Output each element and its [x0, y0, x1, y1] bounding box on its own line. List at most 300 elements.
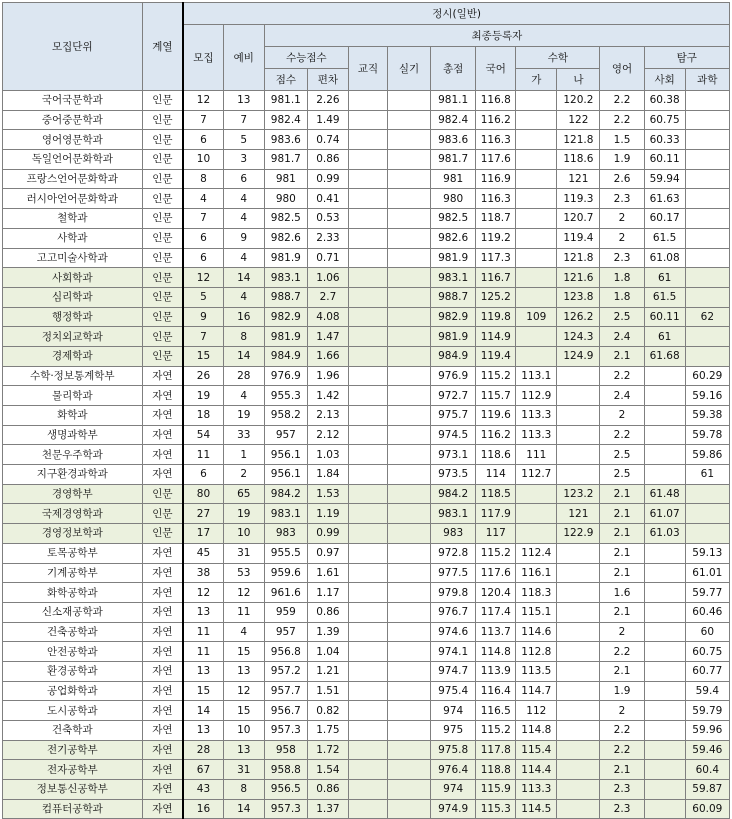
teaching-cell [348, 622, 387, 642]
practical-cell [387, 701, 430, 721]
math-na-cell: 121 [557, 169, 600, 189]
english-cell: 2 [600, 622, 644, 642]
std-dev-cell: 1.17 [307, 583, 348, 603]
social-cell [644, 602, 685, 622]
social-cell [644, 563, 685, 583]
track-cell: 자연 [142, 642, 183, 662]
practical-cell [387, 681, 430, 701]
social-cell: 61.5 [644, 228, 685, 248]
total-cell: 975.4 [431, 681, 476, 701]
practical-cell [387, 504, 430, 524]
score-cell: 981.9 [264, 248, 307, 268]
science-cell: 59.16 [685, 386, 729, 406]
std-dev-cell: 1.39 [307, 622, 348, 642]
waitlist-cell: 8 [223, 327, 264, 347]
unit-cell: 신소재공학과 [3, 602, 143, 622]
teaching-cell [348, 425, 387, 445]
header-csat-score: 수능점수 [264, 47, 348, 69]
math-na-cell: 120.7 [557, 209, 600, 229]
social-cell [644, 681, 685, 701]
score-cell: 982.4 [264, 110, 307, 130]
waitlist-cell: 7 [223, 110, 264, 130]
english-cell: 2.6 [600, 169, 644, 189]
teaching-cell [348, 91, 387, 111]
practical-cell [387, 228, 430, 248]
social-cell: 61.08 [644, 248, 685, 268]
unit-cell: 안전공학과 [3, 642, 143, 662]
waitlist-cell: 2 [223, 465, 264, 485]
math-ga-cell [516, 189, 557, 209]
header-title: 정시(일반) [183, 3, 729, 25]
waitlist-cell: 14 [223, 346, 264, 366]
korean-cell: 119.6 [476, 406, 516, 426]
waitlist-cell: 8 [223, 780, 264, 800]
math-na-cell: 124.9 [557, 346, 600, 366]
total-cell: 977.5 [431, 563, 476, 583]
math-na-cell: 123.2 [557, 484, 600, 504]
header-total: 총점 [431, 47, 476, 91]
table-row [3, 524, 730, 544]
science-cell [685, 346, 729, 366]
track-cell: 자연 [142, 563, 183, 583]
social-cell: 61 [644, 268, 685, 288]
korean-cell: 114 [476, 465, 516, 485]
score-cell: 983.1 [264, 504, 307, 524]
english-cell: 2.3 [600, 799, 644, 819]
english-cell: 2.3 [600, 248, 644, 268]
science-cell: 59.87 [685, 780, 729, 800]
score-cell: 957.3 [264, 721, 307, 741]
english-cell: 1.8 [600, 268, 644, 288]
std-dev-cell: 1.06 [307, 268, 348, 288]
math-na-cell: 119.4 [557, 228, 600, 248]
header-recruit: 모집 [183, 25, 223, 91]
korean-cell: 117.8 [476, 740, 516, 760]
math-na-cell: 119.3 [557, 189, 600, 209]
korean-cell: 114.8 [476, 642, 516, 662]
total-cell: 973.5 [431, 465, 476, 485]
unit-cell: 국제경영학과 [3, 504, 143, 524]
social-cell: 61 [644, 327, 685, 347]
korean-cell: 115.2 [476, 721, 516, 741]
unit-cell: 심리학과 [3, 287, 143, 307]
table-row [3, 445, 730, 465]
track-cell: 자연 [142, 661, 183, 681]
social-cell: 60.11 [644, 307, 685, 327]
english-cell: 2.1 [600, 346, 644, 366]
header-social: 사회 [644, 69, 685, 91]
track-cell: 자연 [142, 740, 183, 760]
science-cell [685, 268, 729, 288]
unit-cell: 화학공학과 [3, 583, 143, 603]
korean-cell: 118.5 [476, 484, 516, 504]
korean-cell: 118.7 [476, 209, 516, 229]
total-cell: 973.1 [431, 445, 476, 465]
science-cell [685, 287, 729, 307]
teaching-cell [348, 130, 387, 150]
recruit-cell: 14 [183, 701, 223, 721]
track-cell: 인문 [142, 504, 183, 524]
korean-cell: 116.2 [476, 110, 516, 130]
science-cell: 60.77 [685, 661, 729, 681]
teaching-cell [348, 366, 387, 386]
math-ga-cell: 112.4 [516, 543, 557, 563]
social-cell [644, 583, 685, 603]
table-row [3, 504, 730, 524]
unit-cell: 경제학과 [3, 346, 143, 366]
social-cell [644, 366, 685, 386]
std-dev-cell: 0.86 [307, 780, 348, 800]
science-cell: 59.86 [685, 445, 729, 465]
std-dev-cell: 1.96 [307, 366, 348, 386]
korean-cell: 117.3 [476, 248, 516, 268]
score-cell: 981.1 [264, 91, 307, 111]
math-na-cell: 122.9 [557, 524, 600, 544]
english-cell: 2.1 [600, 543, 644, 563]
total-cell: 983.1 [431, 504, 476, 524]
score-cell: 983.1 [264, 268, 307, 288]
math-ga-cell [516, 150, 557, 170]
track-cell: 자연 [142, 799, 183, 819]
total-cell: 983.6 [431, 130, 476, 150]
math-na-cell [557, 406, 600, 426]
track-cell: 인문 [142, 287, 183, 307]
table-row [3, 760, 730, 780]
science-cell: 59.96 [685, 721, 729, 741]
table-row [3, 386, 730, 406]
score-cell: 961.6 [264, 583, 307, 603]
english-cell: 2.1 [600, 484, 644, 504]
practical-cell [387, 406, 430, 426]
math-na-cell [557, 543, 600, 563]
recruit-cell: 13 [183, 661, 223, 681]
english-cell: 1.6 [600, 583, 644, 603]
total-cell: 984.9 [431, 346, 476, 366]
social-cell [644, 445, 685, 465]
science-cell [685, 150, 729, 170]
social-cell [644, 760, 685, 780]
math-ga-cell [516, 248, 557, 268]
math-ga-cell [516, 209, 557, 229]
table-row [3, 327, 730, 347]
korean-cell: 117.4 [476, 602, 516, 622]
std-dev-cell: 2.12 [307, 425, 348, 445]
math-ga-cell [516, 228, 557, 248]
social-cell [644, 386, 685, 406]
score-cell: 957.2 [264, 661, 307, 681]
math-ga-cell: 109 [516, 307, 557, 327]
social-cell [644, 799, 685, 819]
social-cell: 60.75 [644, 110, 685, 130]
score-cell: 984.2 [264, 484, 307, 504]
waitlist-cell: 12 [223, 681, 264, 701]
korean-cell: 114.9 [476, 327, 516, 347]
std-dev-cell: 1.54 [307, 760, 348, 780]
teaching-cell [348, 327, 387, 347]
unit-cell: 기계공학부 [3, 563, 143, 583]
math-ga-cell: 111 [516, 445, 557, 465]
track-cell: 인문 [142, 150, 183, 170]
waitlist-cell: 16 [223, 307, 264, 327]
practical-cell [387, 760, 430, 780]
practical-cell [387, 642, 430, 662]
science-cell: 62 [685, 307, 729, 327]
science-cell [685, 228, 729, 248]
math-na-cell [557, 661, 600, 681]
header-math-na: 나 [557, 69, 600, 91]
math-na-cell [557, 425, 600, 445]
score-cell: 980 [264, 189, 307, 209]
total-cell: 981.9 [431, 327, 476, 347]
std-dev-cell: 0.99 [307, 524, 348, 544]
math-na-cell [557, 583, 600, 603]
math-ga-cell [516, 91, 557, 111]
table-row [3, 406, 730, 426]
recruit-cell: 27 [183, 504, 223, 524]
science-cell: 59.46 [685, 740, 729, 760]
math-na-cell [557, 681, 600, 701]
teaching-cell [348, 287, 387, 307]
total-cell: 983 [431, 524, 476, 544]
teaching-cell [348, 721, 387, 741]
recruit-cell: 19 [183, 386, 223, 406]
table-row [3, 169, 730, 189]
unit-cell: 전기공학부 [3, 740, 143, 760]
waitlist-cell: 6 [223, 169, 264, 189]
social-cell: 61.63 [644, 189, 685, 209]
math-ga-cell [516, 327, 557, 347]
recruit-cell: 11 [183, 622, 223, 642]
waitlist-cell: 65 [223, 484, 264, 504]
recruit-cell: 26 [183, 366, 223, 386]
table-row [3, 563, 730, 583]
unit-cell: 경영학부 [3, 484, 143, 504]
table-row [3, 130, 730, 150]
practical-cell [387, 169, 430, 189]
total-cell: 976.9 [431, 366, 476, 386]
math-ga-cell [516, 268, 557, 288]
std-dev-cell: 1.84 [307, 465, 348, 485]
waitlist-cell: 31 [223, 760, 264, 780]
std-dev-cell: 2.7 [307, 287, 348, 307]
science-cell: 59.77 [685, 583, 729, 603]
teaching-cell [348, 602, 387, 622]
table-row [3, 642, 730, 662]
science-cell [685, 130, 729, 150]
teaching-cell [348, 701, 387, 721]
math-ga-cell: 113.3 [516, 425, 557, 445]
track-cell: 자연 [142, 760, 183, 780]
social-cell: 61.03 [644, 524, 685, 544]
recruit-cell: 45 [183, 543, 223, 563]
teaching-cell [348, 110, 387, 130]
practical-cell [387, 268, 430, 288]
std-dev-cell: 0.97 [307, 543, 348, 563]
std-dev-cell: 1.51 [307, 681, 348, 701]
table-row [3, 543, 730, 563]
math-na-cell [557, 622, 600, 642]
teaching-cell [348, 780, 387, 800]
social-cell: 59.94 [644, 169, 685, 189]
std-dev-cell: 1.37 [307, 799, 348, 819]
recruit-cell: 9 [183, 307, 223, 327]
english-cell: 1.9 [600, 150, 644, 170]
unit-cell: 고고미술사학과 [3, 248, 143, 268]
score-cell: 981 [264, 169, 307, 189]
math-ga-cell: 114.8 [516, 721, 557, 741]
korean-cell: 116.3 [476, 130, 516, 150]
unit-cell: 수학·정보통계학부 [3, 366, 143, 386]
korean-cell: 115.9 [476, 780, 516, 800]
recruit-cell: 13 [183, 602, 223, 622]
track-cell: 인문 [142, 524, 183, 544]
teaching-cell [348, 740, 387, 760]
social-cell: 60.17 [644, 209, 685, 229]
korean-cell: 116.7 [476, 268, 516, 288]
korean-cell: 119.2 [476, 228, 516, 248]
header-math-ga: 가 [516, 69, 557, 91]
track-cell: 자연 [142, 543, 183, 563]
recruit-cell: 12 [183, 583, 223, 603]
table-row [3, 287, 730, 307]
english-cell: 2.3 [600, 189, 644, 209]
recruit-cell: 11 [183, 642, 223, 662]
score-cell: 958.2 [264, 406, 307, 426]
science-cell [685, 504, 729, 524]
waitlist-cell: 4 [223, 386, 264, 406]
social-cell: 61.48 [644, 484, 685, 504]
total-cell: 975 [431, 721, 476, 741]
english-cell: 2.1 [600, 524, 644, 544]
korean-cell: 116.4 [476, 681, 516, 701]
science-cell: 61.01 [685, 563, 729, 583]
science-cell [685, 248, 729, 268]
waitlist-cell: 4 [223, 209, 264, 229]
social-cell [644, 661, 685, 681]
waitlist-cell: 10 [223, 524, 264, 544]
std-dev-cell: 1.03 [307, 445, 348, 465]
math-na-cell [557, 563, 600, 583]
total-cell: 981.9 [431, 248, 476, 268]
total-cell: 974.9 [431, 799, 476, 819]
unit-cell: 정치외교학과 [3, 327, 143, 347]
header-unit: 모집단위 [3, 3, 143, 91]
science-cell [685, 209, 729, 229]
table-body [3, 91, 730, 819]
math-na-cell: 120.2 [557, 91, 600, 111]
unit-cell: 생명과학부 [3, 425, 143, 445]
korean-cell: 115.7 [476, 386, 516, 406]
math-ga-cell: 116.1 [516, 563, 557, 583]
english-cell: 2.2 [600, 740, 644, 760]
teaching-cell [348, 484, 387, 504]
recruit-cell: 11 [183, 445, 223, 465]
unit-cell: 천문우주학과 [3, 445, 143, 465]
score-cell: 959.6 [264, 563, 307, 583]
unit-cell: 정보통신공학부 [3, 780, 143, 800]
std-dev-cell: 0.41 [307, 189, 348, 209]
math-ga-cell: 113.3 [516, 780, 557, 800]
header-std-dev: 편차 [307, 69, 348, 91]
social-cell [644, 406, 685, 426]
science-cell [685, 91, 729, 111]
teaching-cell [348, 524, 387, 544]
track-cell: 인문 [142, 307, 183, 327]
waitlist-cell: 4 [223, 189, 264, 209]
recruit-cell: 67 [183, 760, 223, 780]
korean-cell: 117 [476, 524, 516, 544]
math-ga-cell [516, 346, 557, 366]
total-cell: 979.8 [431, 583, 476, 603]
waitlist-cell: 14 [223, 799, 264, 819]
practical-cell [387, 91, 430, 111]
science-cell: 59.78 [685, 425, 729, 445]
english-cell: 2.4 [600, 327, 644, 347]
recruit-cell: 12 [183, 268, 223, 288]
korean-cell: 116.3 [476, 189, 516, 209]
recruit-cell: 43 [183, 780, 223, 800]
track-cell: 인문 [142, 91, 183, 111]
header-science: 과학 [685, 69, 729, 91]
recruit-cell: 4 [183, 189, 223, 209]
total-cell: 972.7 [431, 386, 476, 406]
score-cell: 956.1 [264, 445, 307, 465]
table-row [3, 661, 730, 681]
math-ga-cell: 113.5 [516, 661, 557, 681]
practical-cell [387, 563, 430, 583]
teaching-cell [348, 760, 387, 780]
score-cell: 988.7 [264, 287, 307, 307]
table-row [3, 366, 730, 386]
english-cell: 2.5 [600, 307, 644, 327]
math-na-cell: 122 [557, 110, 600, 130]
math-na-cell [557, 366, 600, 386]
score-cell: 957 [264, 622, 307, 642]
score-cell: 983 [264, 524, 307, 544]
header-waitlist: 예비 [223, 25, 264, 91]
table-row [3, 484, 730, 504]
recruit-cell: 7 [183, 209, 223, 229]
korean-cell: 117.9 [476, 504, 516, 524]
table-row [3, 681, 730, 701]
total-cell: 975.8 [431, 740, 476, 760]
track-cell: 인문 [142, 169, 183, 189]
practical-cell [387, 543, 430, 563]
header-english: 영어 [600, 47, 644, 91]
table-row [3, 189, 730, 209]
science-cell: 60.29 [685, 366, 729, 386]
score-cell: 956.8 [264, 642, 307, 662]
std-dev-cell: 0.99 [307, 169, 348, 189]
math-ga-cell [516, 484, 557, 504]
recruit-cell: 15 [183, 681, 223, 701]
std-dev-cell: 1.04 [307, 642, 348, 662]
korean-cell: 116.5 [476, 701, 516, 721]
waitlist-cell: 19 [223, 504, 264, 524]
english-cell: 2.2 [600, 366, 644, 386]
social-cell [644, 701, 685, 721]
teaching-cell [348, 661, 387, 681]
table-row [3, 602, 730, 622]
total-cell: 974 [431, 780, 476, 800]
recruit-cell: 6 [183, 248, 223, 268]
std-dev-cell: 2.26 [307, 91, 348, 111]
english-cell: 2 [600, 701, 644, 721]
social-cell [644, 721, 685, 741]
unit-cell: 독일언어문화학과 [3, 150, 143, 170]
math-na-cell [557, 721, 600, 741]
total-cell: 974.5 [431, 425, 476, 445]
